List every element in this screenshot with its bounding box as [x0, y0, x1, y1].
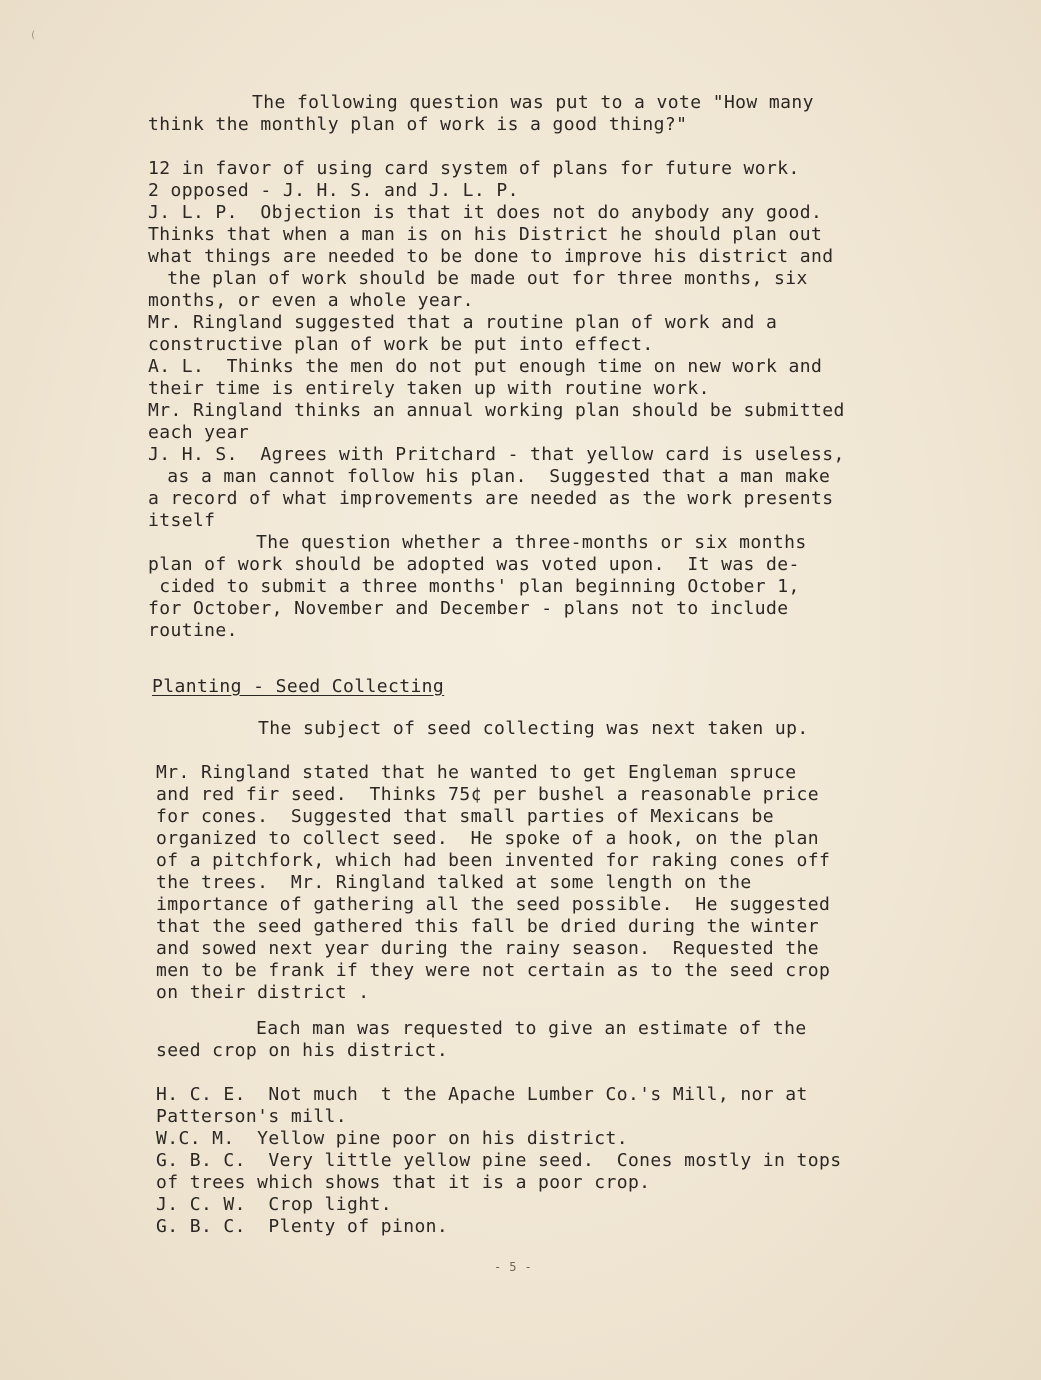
text-line: months, or even a whole year. — [148, 290, 474, 311]
text-line: 2 opposed - J. H. S. and J. L. P. — [148, 180, 519, 201]
text-line: J. H. S. Agrees with Pritchard - that yellow card is useless, — [148, 444, 845, 465]
text-line: G. B. C. Very little yellow pine seed. Cones mostly in tops — [156, 1150, 842, 1171]
page-number: - 5 - — [494, 1260, 533, 1274]
text-line: of a pitchfork, which had been invented for raking cones off — [156, 850, 831, 871]
text-line: on their district . — [156, 982, 370, 1003]
text-line: 12 in favor of using card system of plans for future work. — [148, 158, 800, 179]
text-line: Thinks that when a man is on his District he should plan out — [148, 224, 823, 245]
margin-mark: ( — [30, 30, 37, 41]
text-line: think the monthly plan of work is a good thing?" — [148, 114, 688, 135]
text-line: W.C. M. Yellow pine poor on his district. — [156, 1128, 628, 1149]
text-line: Mr. Ringland thinks an annual working plan should be submitted — [148, 400, 845, 421]
text-line: a record of what improvements are needed as the work presents — [148, 488, 834, 509]
section-heading: Planting - Seed Collecting — [152, 676, 445, 697]
text-line: J. L. P. Objection is that it does not do anybody any good. — [148, 202, 823, 223]
text-line: Mr. Ringland suggested that a routine plan of work and a — [148, 312, 778, 333]
text-line: routine. — [148, 620, 238, 641]
text-line: each year — [148, 422, 250, 443]
text-line: the trees. Mr. Ringland talked at some length on the — [156, 872, 752, 893]
text-line: The question whether a three-months or six months — [256, 532, 807, 553]
text-line: The subject of seed collecting was next taken up. — [258, 718, 809, 739]
text-line: Patterson's mill. — [156, 1106, 348, 1127]
text-line: of trees which shows that it is a poor crop. — [156, 1172, 651, 1193]
text-line: constructive plan of work be put into effect. — [148, 334, 654, 355]
text-line: organized to collect seed. He spoke of a hook, on the plan — [156, 828, 819, 849]
text-line: H. C. E. Not much t the Apache Lumber Co.'s Mill, nor at — [156, 1084, 808, 1105]
text-line: and sowed next year during the rainy season. Requested the — [156, 938, 819, 959]
text-line: for October, November and December - plans not to include — [148, 598, 789, 619]
text-line: as a man cannot follow his plan. Suggested that a man make — [156, 466, 831, 487]
text-line: cided to submit a three months' plan beginning October 1, — [148, 576, 800, 597]
text-line: plan of work should be adopted was voted upon. It was de- — [148, 554, 800, 575]
text-line: seed crop on his district. — [156, 1040, 449, 1061]
text-line: A. L. Thinks the men do not put enough time on new work and — [148, 356, 823, 377]
text-line: and red fir seed. Thinks 75¢ per bushel a reasonable price — [156, 784, 819, 805]
text-line: that the seed gathered this fall be dried during the winter — [156, 916, 819, 937]
text-line: men to be frank if they were not certain as to the seed crop — [156, 960, 831, 981]
text-line: the plan of work should be made out for three months, six — [156, 268, 808, 289]
text-line: G. B. C. Plenty of pinon. — [156, 1216, 449, 1237]
text-line: Mr. Ringland stated that he wanted to get Engleman spruce — [156, 762, 797, 783]
text-line: J. C. W. Crop light. — [156, 1194, 392, 1215]
text-line: Each man was requested to give an estimate of the — [256, 1018, 807, 1039]
text-line: their time is entirely taken up with routine work. — [148, 378, 710, 399]
text-line: what things are needed to be done to improve his district and — [148, 246, 834, 267]
text-line: for cones. Suggested that small parties of Mexicans be — [156, 806, 775, 827]
text-line: The following question was put to a vote "How many — [252, 92, 814, 113]
text-line: itself — [148, 510, 216, 531]
text-line: importance of gathering all the seed possible. He suggested — [156, 894, 831, 915]
